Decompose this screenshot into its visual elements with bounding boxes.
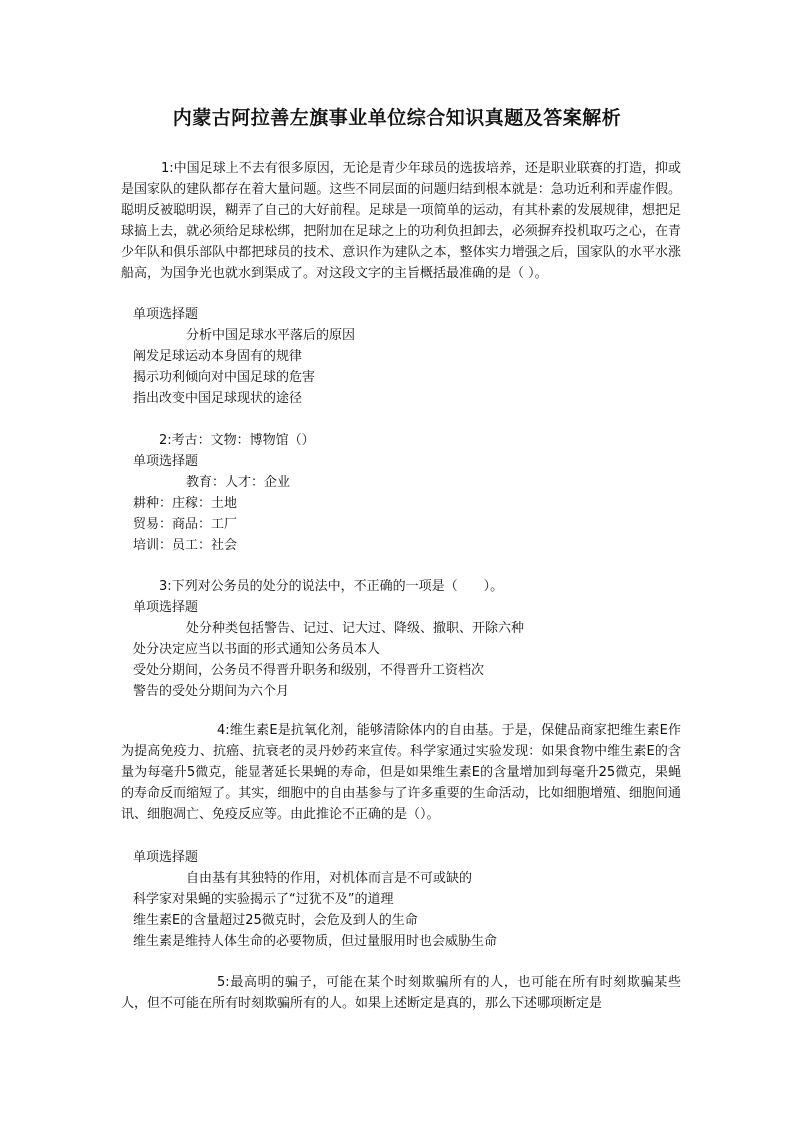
question-3-option-a: 处分种类包括警告、记过、记大过、降级、撤职、开除六种 — [186, 621, 525, 636]
question-3-text — [159, 576, 503, 597]
question-3-option-d: 警告的受处分期间为六个月 — [133, 684, 290, 699]
question-4-option-c: 维生素E的含量超过25微克时，会危及到人的生命 — [133, 913, 418, 928]
question-2-option-a: 教育：人才：企业 — [186, 475, 291, 490]
question-1-stem: 中国足球上不去有很多原因，无论是青少年球员的选拔培养，还是职业联赛的打造，抑或是国家队的建队都存在着大量问题。这些不同层面的问题归结到根本就是：急功近利和弄虚作假。聪明反被聪明误，糊弄了自己的大好前程。足球是一项简单的运动，有其朴素的发展规律，想把足球搞上去，就必须给足球松绑，把附加在足球之上的功利负担卸去，必须摒弃投机取巧之心，在青少年队和俱乐部队中都把球员的技术、意识作为建队之本，整体实力增强之后，国家队的水平水涨船高，为国争光也就水到渠成了。对这段文字的主旨概括最准确的是（ ）。 — [121, 161, 681, 281]
question-1-type: 单项选择题 — [133, 307, 199, 322]
question-2-option-b: 耕种：庄稼：土地 — [133, 496, 238, 511]
question-3-number: 3: — [159, 579, 172, 594]
question-2-stem: 考古：文物：博物馆（） — [171, 433, 315, 448]
question-1-option-d: 指出改变中国足球现状的途径 — [133, 391, 303, 406]
question-4-number: 4: — [217, 723, 230, 738]
question-3-type: 单项选择题 — [133, 600, 199, 615]
question-4-type: 单项选择题 — [133, 850, 199, 865]
question-2-option-d: 培训：员工：社会 — [133, 538, 238, 553]
question-4-option-a: 自由基有其独特的作用，对机体而言是不可或缺的 — [186, 871, 473, 886]
page-title: 内蒙古阿拉善左旗事业单位综合知识真题及答案解析 — [172, 107, 622, 129]
question-3-option-c: 受处分期间，公务员不得晋升职务和级别，不得晋升工资档次 — [133, 663, 485, 678]
question-2-type: 单项选择题 — [133, 454, 199, 469]
question-4-option-b: 科学家对果蝇的实验揭示了“过犹不及”的道理 — [133, 892, 394, 907]
question-1-text — [121, 158, 681, 284]
question-3-option-b: 处分决定应当以书面的形式通知公务员本人 — [133, 642, 381, 657]
question-2-number: 2: — [159, 433, 172, 448]
question-5-text — [121, 972, 681, 1014]
question-5-stem: 最高明的骗子，可能在某个时刻欺骗所有的人，也可能在所有时刻欺骗某些人，但不可能在所有时刻欺骗所有的人。如果上述断定是真的，那么下述哪项断定是 — [121, 975, 681, 1011]
question-3-stem: 下列对公务员的处分的说法中，不正确的一项是（ ）。 — [171, 579, 504, 594]
question-2-option-c: 贸易：商品：工厂 — [133, 517, 238, 532]
question-5-number: 5: — [217, 975, 230, 990]
question-4-option-d: 维生素是维持人体生命的必要物质，但过量服用时也会威胁生命 — [133, 934, 498, 949]
question-4-stem: 维生素E是抗氧化剂，能够清除体内的自由基。于是，保健品商家把维生素E作为提高免疫力、抗癌、抗衰老的灵丹妙药来宣传。科学家通过实验发现：如果食物中维生素E的含量为每毫升5微克，能显著延长果蝇的寿命，但是如果维生素E的含量增加到每毫升25微克，果蝇的寿命反而缩短了。其实，细胞中的自由基参与了许多重要的生命活动，比如细胞增殖、细胞间通讯、细胞凋亡、免疫反应等。由此推论不正确的是（）。 — [121, 723, 681, 822]
question-1-option-c: 揭示功利倾向对中国足球的危害 — [133, 370, 316, 385]
question-1-option-a: 分析中国足球水平落后的原因 — [186, 328, 356, 343]
question-2-text — [159, 430, 315, 451]
question-4-text — [121, 720, 681, 825]
question-1-option-b: 阐发足球运动本身固有的规律 — [133, 349, 303, 364]
question-1-number: 1: — [161, 161, 174, 176]
